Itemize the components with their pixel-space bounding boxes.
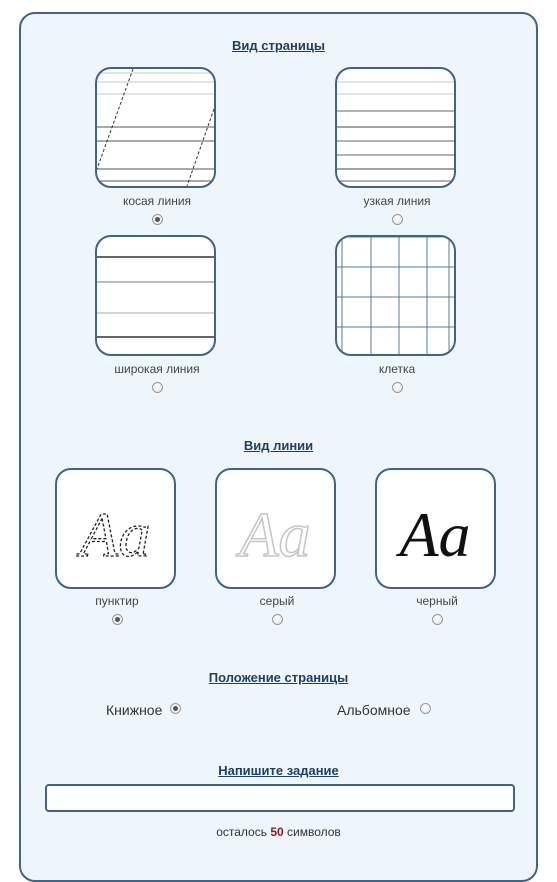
dotted-label: пунктир [95, 594, 139, 608]
narrow-line-preview[interactable] [335, 67, 456, 188]
gray-sample-preview[interactable] [215, 468, 336, 589]
narrow-line-label: узкая линия [363, 194, 431, 208]
page-view-heading: Вид страницы [232, 38, 325, 53]
dotted-sample-text: Aa [79, 499, 151, 570]
chars-remaining-counter [0, 825, 557, 839]
narrow-line-radio[interactable] [392, 214, 403, 225]
dotted-radio[interactable] [112, 614, 123, 625]
slanted-line-preview[interactable] [95, 67, 216, 188]
landscape-label: Альбомное [337, 702, 411, 718]
wide-line-radio[interactable] [152, 382, 163, 393]
grid-radio[interactable] [392, 382, 403, 393]
gray-radio[interactable] [272, 614, 283, 625]
line-view-heading: Вид линии [243, 438, 314, 453]
slanted-line-label: косая линия [122, 194, 192, 208]
black-label: черный [416, 594, 458, 608]
counter-prefix: осталось [216, 825, 267, 839]
grid-preview[interactable] [335, 235, 456, 356]
wide-line-label: широкая линия [114, 362, 200, 376]
counter-suffix: символов [287, 825, 341, 839]
black-sample-preview[interactable] [375, 468, 496, 589]
landscape-radio[interactable] [420, 703, 431, 714]
counter-number: 50 [270, 825, 284, 839]
slanted-line-radio[interactable] [152, 214, 163, 225]
wide-line-preview[interactable] [95, 235, 216, 356]
task-heading: Напишите задание [218, 763, 339, 778]
grid-label: клетка [378, 362, 416, 376]
portrait-label: Книжное [106, 702, 163, 718]
black-sample-text: Aa [399, 499, 471, 570]
portrait-radio[interactable] [170, 703, 181, 714]
dotted-sample-preview[interactable] [55, 468, 176, 589]
black-radio[interactable] [432, 614, 443, 625]
gray-label: серый [259, 594, 295, 608]
orientation-heading: Положение страницы [208, 670, 349, 685]
gray-sample-text: Aa [239, 499, 311, 570]
task-input[interactable] [45, 784, 515, 812]
